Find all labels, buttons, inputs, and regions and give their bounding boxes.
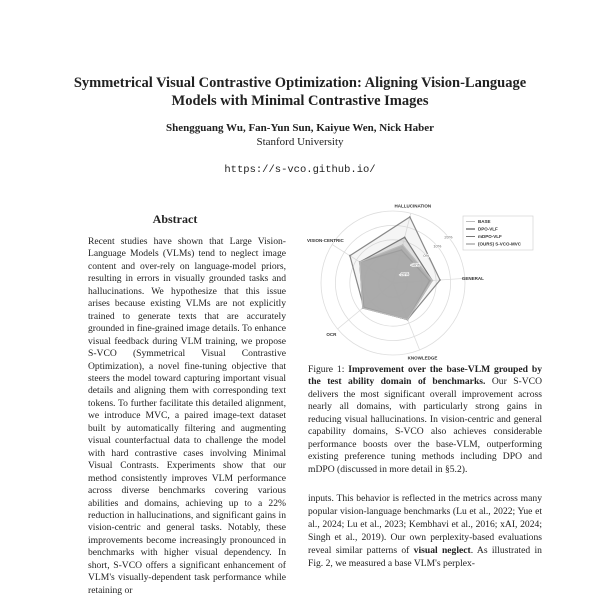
radar-point (409, 216, 411, 218)
ring-label: -10% (410, 262, 420, 268)
authors: Shengguang Wu, Fan-Yun Sun, Kaiyue Wen, Nick Haber (166, 122, 434, 134)
legend-entry: BASE (478, 219, 491, 224)
legend-entry: DPO-VLF (478, 226, 498, 232)
right-column (308, 364, 542, 570)
radar-point (402, 244, 404, 246)
radar-point (439, 279, 441, 281)
ring-label: 10% (433, 243, 442, 249)
caption-label: Figure 1: (308, 364, 345, 375)
radar-point (362, 307, 364, 309)
figure-1-caption (308, 364, 542, 476)
paper-title: Symmetrical Visual Contrastive Optimization: Aligning Vision-Language Models with Minimal Contrastive Images (73, 75, 527, 109)
figure-1-radar-chart (305, 200, 545, 380)
affiliation: Stanford University (256, 136, 344, 148)
radar-point (359, 261, 361, 263)
axis-label: OCR (326, 332, 337, 338)
axis-label: KNOWLEDGE (407, 355, 438, 361)
abstract-text: Recent studies have shown that Large Vision-Language Models (VLMs) tend to neglect image content and over-rely on language-model priors, resulting in errors in visually grounded tasks and hallucinations. We hypothesize that this issue arises because existing VLMs are not explicitly trained to generate texts that are accurately grounded in fine-grained image details. To enhance visual feedback during VLM training, we propose S-VCO (Symmetrical Visual Contrastive Optimization), a novel fine-tuning objective that steers the model toward capturing important visual details and aligning them with corresponding text tokens. To further facilitate this detailed alignment, we introduce MVC, a paired image-text dataset built by automatically filtering and augmenting visual counterfactual data to challenge the model with hard contrastive cases involving Minimal Visual Contrasts. Experiments show that our method consistently improves VLM performance across diverse benchmarks covering various abilities and domains, achieving up to a 22% reduction in hallucinations, and significant gains in vision-centric and general tasks. Notably, these improvements become increasingly pronounced in benchmarks with higher visual dependency. In short, S-VCO offers a significant enhancement of VLM's visually-dependent task performance while retaining or (88, 236, 286, 596)
axis-label: HALLUCINATION (394, 203, 432, 209)
body-paragraph (308, 492, 542, 570)
radar-point (407, 319, 409, 321)
body-bold: visual neglect (413, 545, 471, 557)
radar-point (431, 280, 433, 282)
project-url[interactable]: https://s-vco.github.io/ (224, 164, 376, 176)
abstract-heading: Abstract (152, 212, 198, 226)
body-text-2: . As illustrated in Fig. 2, we measured a base VLM's perplex- (308, 545, 542, 570)
caption-text: Our S-VCO delivers the most significant overall improvement across nearly all domains, with particularly strong gains in reducing visual hallucinations. In vision-centric and general capability domains, S-VCO also achieves considerable performance boosts over the base-VLM, outperforming existing preference tuning methods including DPO and mDPO (discussed in more detail in §5.2). (308, 376, 542, 475)
legend-entry: mDPO-VLF (478, 234, 502, 239)
body-text: inputs. This behavior is reflected in the metrics across many popular vision-language benchmarks (Lu et al., 2022; Yue et al., 2024; Lu et al., 2023; Kembhavi et al., 2016; xAI, 2024; Singh et al., 2019). Our own perplexity-based evaluations reveal similar patterns of (308, 493, 542, 557)
ring-label: 0% (423, 252, 430, 258)
radar-point (404, 236, 406, 238)
axis-label: VISION-CENTRIC (307, 238, 344, 244)
ring-label: 20% (444, 234, 453, 240)
axis-label: GENERAL (461, 275, 484, 281)
ring-label: -20% (399, 271, 409, 277)
legend-entry: (OURS) S-VCO-MVC (478, 241, 521, 247)
radar-point (349, 255, 351, 257)
caption-bold: Improvement over the base-VLM grouped by the test ability domain of benchmarks. (308, 364, 542, 388)
